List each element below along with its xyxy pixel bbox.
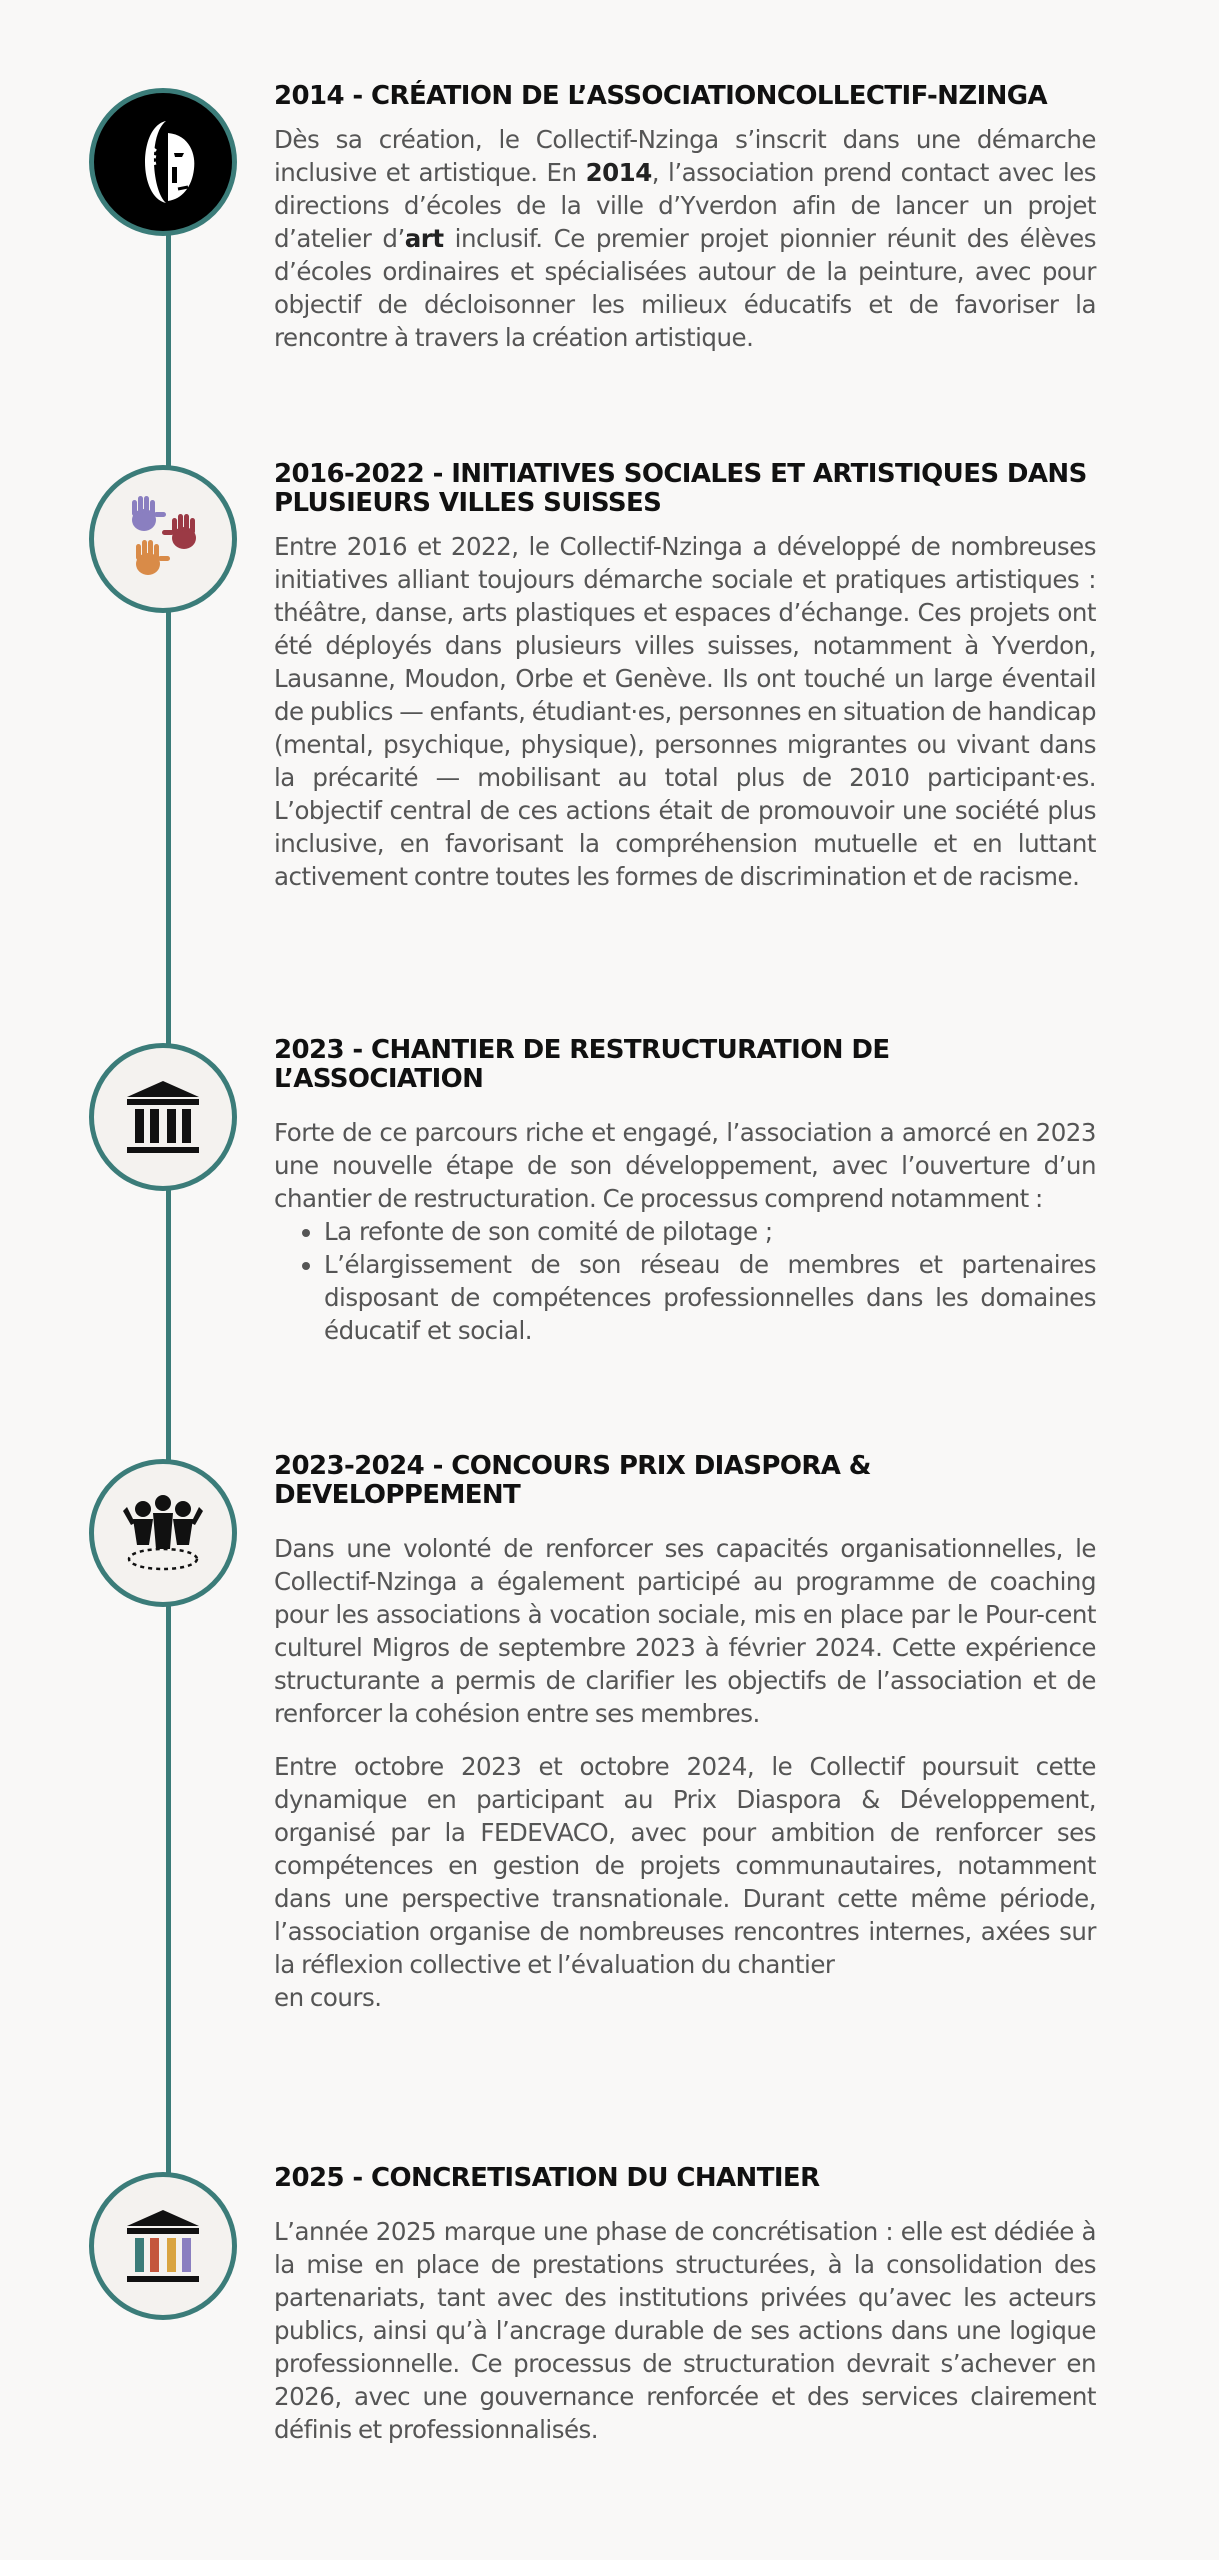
section-title: 2023-2024 - CONCOURS PRIX DIASPORA & DEVELOPPEMENT [274,1451,871,1510]
mask-icon [108,107,218,217]
list-item: • La refonte de son comité de pilotage ; [324,1215,1096,1248]
bullet-list [274,1215,1096,1347]
colored-institution-icon [113,2196,213,2296]
institution-icon-node [89,1043,237,1191]
timeline-section-2016-2022 [274,460,1096,893]
section-paragraph: Dans une volonté de renforcer ses capacités organisationnelles, le Collectif-Nzinga a également participé au programme de coaching pour les associations à vocation sociale, mis en place par le Pour-cent culturel Migros de septembre 2023 à février 2024. Cette expérience structurante a permis de clarifier les objectifs de l’association et de renforcer la cohésion entre ses membres. [274,1534,1096,1728]
paragraph-spacer [274,1730,1096,1750]
list-item: • L’élargissement de son réseau de membres et partenaires disposant de compétences professionnelles dans les domaines éducatif et social. [324,1248,1096,1347]
section-paragraph: Entre octobre 2023 et octobre 2024, le Collectif poursuit cette dynamique en participant au Prix Diaspora & Développement, organisé par la FEDEVACO, avec pour ambition de renforcer ses compétences en gestion de projets communautaires, notamment dans une perspective transnationale. Durant cette même période, l’association organise de nombreuses rencontres internes, axées sur la réflexion collective et l’évaluation du chantier [274,1752,1096,1979]
section-paragraph: Entre 2016 et 2022, le Collectif-Nzinga a développé de nombreuses initiatives alliant toujours démarche sociale et pratiques artistiques : théâtre, danse, arts plastiques et espaces d’échange. Ces projets ont été déployés dans plusieurs villes suisses, notamment à Yverdon, Lausanne, Moudon, Orbe et Genève. Ils ont touché un large éventail de publics — enfants, étudiant·es, personnes en situation de handicap (mental, psychique, physique), personnes migrantes ou vivant dans la précarité — mobilisant au total plus de 2010 participant·es. L’objectif central de ces actions était de promouvoir une société plus inclusive, en favorisant la compréhension mutuelle et en luttant activement contre toutes les formes de discrimination et de racisme. [274,532,1096,891]
section-paragraph: L’année 2025 marque une phase de concrétisation : elle est dédiée à la mise en place de prestations structurées, à la consolidation des partenariats, tant avec des institutions privées qu’avec les acteurs publics, ainsi qu’à l’ancrage durable de ses actions dans une logique professionnelle. Ce processus de structuration devrait s’achever en 2026, avec une gouvernance renforcée et des services clairement définis et professionnalisés. [274,2217,1096,2444]
section-paragraph: Dès sa création, le Collectif-Nzinga s’inscrit dans une démarche inclusive et artistique. En 2014, l’association prend contact avec les directions d’écoles de la ville d’Yverdon afin de lancer un projet d’atelier d’art inclusif. Ce premier projet pionnier réunit des élèves d’écoles ordinaires et spécialisées autour de la peinture, avec pour objectif de décloisonner les milieux éducatifs et de favoriser la rencontre à travers la création artistique. [274,125,1096,352]
handprints-icon-node [89,465,237,613]
section-title: 2014 - CRÉATION DE L’ASSOCIATIONCOLLECTIF-NZINGA [274,81,1048,111]
section-title: 2016-2022 - INITIATIVES SOCIALES ET ARTISTIQUES DANS PLUSIEURS VILLES SUISSES [274,459,1087,518]
colored-institution-icon-node [89,2172,237,2320]
handprints-icon [108,484,218,594]
section-paragraph: Forte de ce parcours riche et engagé, l’association a amorcé en 2023 une nouvelle étape de son développement, avec l’ouverture d’un chantier de restructuration. Ce processus comprend notamment : [274,1118,1096,1213]
section-paragraph: en cours. [274,1983,382,2012]
timeline-section-2023 [274,1036,1096,1347]
timeline-section-2014 [274,82,1096,354]
community-icon-node [89,1459,237,1607]
section-title: 2025 - CONCRETISATION DU CHANTIER [274,2163,820,2193]
timeline-section-2023-2024 [274,1452,1096,2014]
mask-icon-node [89,88,237,236]
timeline-section-2025 [274,2164,1096,2446]
institution-icon [113,1067,213,1167]
section-title: 2023 - CHANTIER DE RESTRUCTURATION DE L’ASSOCIATION [274,1035,890,1094]
community-icon [113,1483,213,1583]
